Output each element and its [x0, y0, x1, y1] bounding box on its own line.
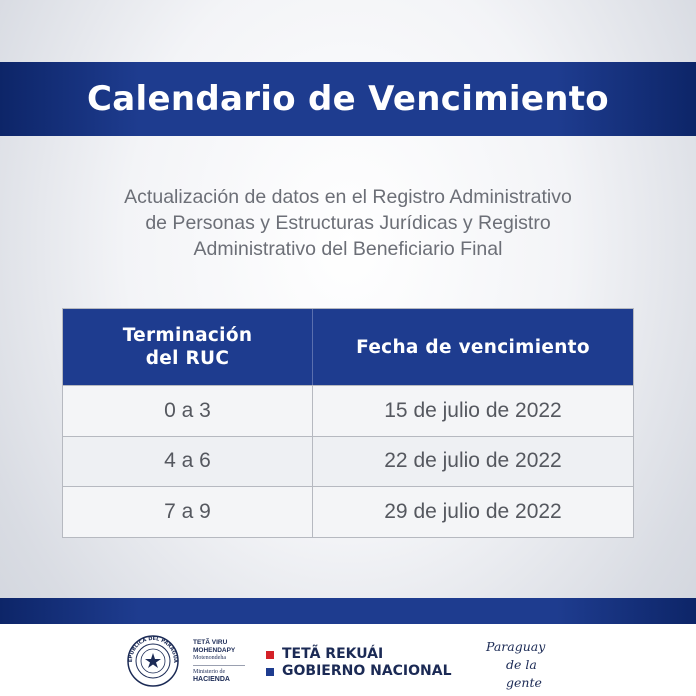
- gov-line1: TETÃ REKUÁI: [282, 646, 384, 662]
- ministry-logo: [193, 639, 253, 684]
- slogan-line2: de la gente: [506, 657, 542, 690]
- subtitle: [60, 184, 636, 262]
- footer: [0, 624, 696, 696]
- ministry-line2: MOHENDAPY: [193, 646, 236, 654]
- due-date-table: [62, 308, 634, 538]
- national-seal-icon: [127, 635, 179, 687]
- table-row: [63, 385, 633, 436]
- table-header: [63, 309, 633, 385]
- ministry-line3: Motenondeha: [193, 655, 226, 661]
- ruc-cell: 0 a 3: [63, 386, 313, 436]
- slogan-logo: [486, 638, 576, 692]
- date-cell: 22 de julio de 2022: [384, 449, 562, 473]
- subtitle-line: de Personas y Estructuras Jurídicas y Registro: [145, 212, 551, 234]
- ruc-cell: 7 a 9: [63, 487, 313, 537]
- date-cell: 29 de julio de 2022: [384, 499, 562, 523]
- header-ruc-termination: [63, 309, 313, 385]
- flag-red-square-icon: [266, 651, 274, 659]
- date-cell: 15 de julio de 2022: [384, 398, 562, 422]
- ministry-line5: HACIENDA: [193, 676, 230, 683]
- bottom-band: [0, 598, 696, 624]
- ministry-line4: Ministerio de: [193, 669, 226, 675]
- title-band: [0, 62, 696, 136]
- ruc-cell: 4 a 6: [63, 437, 313, 487]
- table-row: [63, 486, 633, 537]
- slogan-line1: Paraguay: [486, 639, 546, 654]
- subtitle-line: Administrativo del Beneficiario Final: [193, 238, 503, 260]
- seal-text: EPÚBLICA DEL PARAGUA: [127, 635, 179, 663]
- header-due-date: [313, 309, 633, 385]
- subtitle-line: Actualización de datos en el Registro Administrativo: [124, 186, 572, 208]
- gov-line1-row: [266, 646, 452, 663]
- table-body: [63, 385, 633, 537]
- ministry-line1: TETÃ VIRU: [193, 639, 228, 646]
- page-title: Calendario de Vencimiento: [87, 79, 609, 119]
- ministry-divider: [193, 665, 245, 666]
- table-row: [63, 436, 633, 487]
- header-ruc-line2: del RUC: [145, 348, 230, 369]
- header-due-date-label: Fecha de vencimiento: [356, 336, 590, 358]
- gov-line2: GOBIERNO NACIONAL: [282, 663, 452, 679]
- header-ruc-line1: Terminación: [122, 325, 253, 346]
- flag-blue-square-icon: [266, 668, 274, 676]
- government-logo: [266, 646, 452, 680]
- gov-line2-row: [266, 663, 452, 680]
